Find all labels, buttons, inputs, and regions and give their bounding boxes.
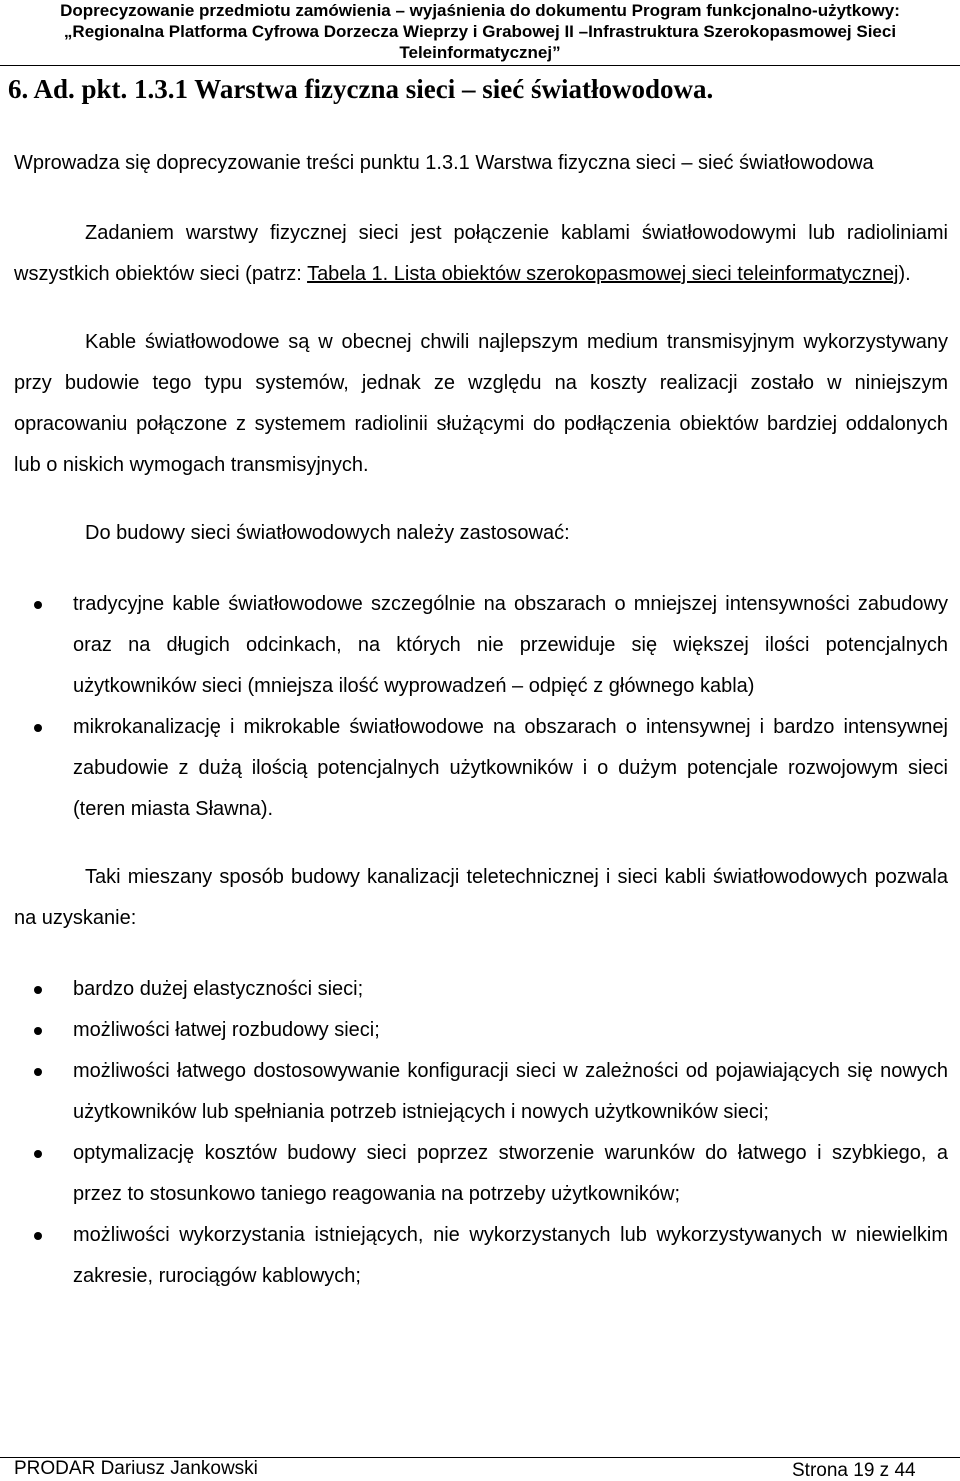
bullet-icon [34, 724, 42, 732]
list-item [14, 1215, 948, 1297]
page-number: Strona 19 z 44 [792, 1460, 916, 1481]
bullet-icon [34, 1150, 42, 1158]
task-text-before: Zadaniem warstwy fizycznej sieci jest połączenie kablami światłowodowymi lub radioliniami wszystkich obiektów sieci (patrz: [14, 222, 948, 285]
build-intro-paragraph: Do budowy sieci światłowodowych należy zastosować: [85, 522, 570, 544]
bullet-icon [34, 1027, 42, 1035]
table-reference-link[interactable]: Tabela 1. Lista obiektów szerokopasmowej sieci teleinformatycznej [307, 263, 899, 285]
document-body [14, 143, 948, 1297]
list-item-text: możliwości łatwego dostosowywanie konfiguracji sieci w zależności od pojawiających się nowych użytkowników lub spełniania potrzeb istniejących i nowych użytkowników sieci; [73, 1060, 948, 1123]
list-item-text: możliwości łatwej rozbudowy sieci; [73, 1019, 380, 1041]
list-item-text: możliwości wykorzystania istniejących, nie wykorzystanych lub wykorzystywanych w niewielkim zakresie, rurociągów kablowych; [73, 1224, 948, 1287]
build-list [14, 584, 948, 830]
mixed-paragraph: Taki mieszany sposób budowy kanalizacji teletechnicznej i sieci kabli światłowodowych pozwala na uzyskanie: [14, 866, 948, 929]
header-line-2: „Regionalna Platforma Cyfrowa Dorzecza Wieprzy i Grabowej II –Infrastruktura Szerokopasmowej Sieci [63, 22, 897, 41]
intro-paragraph: Wprowadza się doprecyzowanie treści punktu 1.3.1 Warstwa fizyczna sieci – sieć światłowodowa [14, 152, 874, 174]
header-line-3: Teleinformatycznej” [399, 43, 561, 62]
bullet-icon [34, 1068, 42, 1076]
list-item [14, 1051, 948, 1133]
list-item-text: bardzo dużej elastyczności sieci; [73, 978, 364, 1000]
section-title: 6. Ad. pkt. 1.3.1 Warstwa fizyczna sieci – sieć światłowodowa. [8, 74, 714, 104]
list-item [14, 1010, 948, 1051]
bullet-icon [34, 986, 42, 994]
task-text-after: ). [898, 263, 911, 285]
list-item [14, 707, 948, 830]
benefits-list [14, 969, 948, 1297]
list-item [14, 1133, 948, 1215]
list-item-text: mikrokanalizację i mikrokable światłowodowe na obszarach o intensywnej i bardzo intensywnej zabudowie z dużą ilością potencjalnych użytkowników i o dużym potencjale rozwojowym sieci (teren miasta Sławna). [73, 716, 948, 820]
bullet-icon [34, 601, 42, 609]
header-divider [0, 65, 960, 66]
list-item [14, 969, 948, 1010]
list-item [14, 584, 948, 707]
page-header [0, 0, 960, 63]
bullet-icon [34, 1232, 42, 1240]
list-item-text: optymalizację kosztów budowy sieci poprzez stworzenie warunków do łatwego i szybkiego, a przez to stosunkowo taniego reagowania na potrzeby użytkowników; [73, 1142, 948, 1205]
list-item-text: tradycyjne kable światłowodowe szczególnie na obszarach o mniejszej intensywności zabudowy oraz na długich odcinkach, na których nie przewiduje się większej ilości potencjalnych użytkowników sieci (mniejsza ilość wyprowadzeń – odpięć z głównego kabla) [73, 593, 948, 697]
task-paragraph [14, 213, 948, 295]
cables-paragraph: Kable światłowodowe są w obecnej chwili najlepszym medium transmisyjnym wykorzystywany przy budowie tego typu systemów, jednak ze względu na koszty realizacji zostało w niniejszym opracowaniu połączone z systemem radiolinii służącymi do podłączenia obiektów bardziej oddalonych lub o niskich wymogach transmisyjnych. [14, 331, 948, 476]
header-line-1: Doprecyzowanie przedmiotu zamówienia – wyjaśnienia do dokumentu Program funkcjonalno-użytkowy: [60, 1, 900, 20]
footer-author: PRODAR Dariusz Jankowski [14, 1458, 258, 1479]
